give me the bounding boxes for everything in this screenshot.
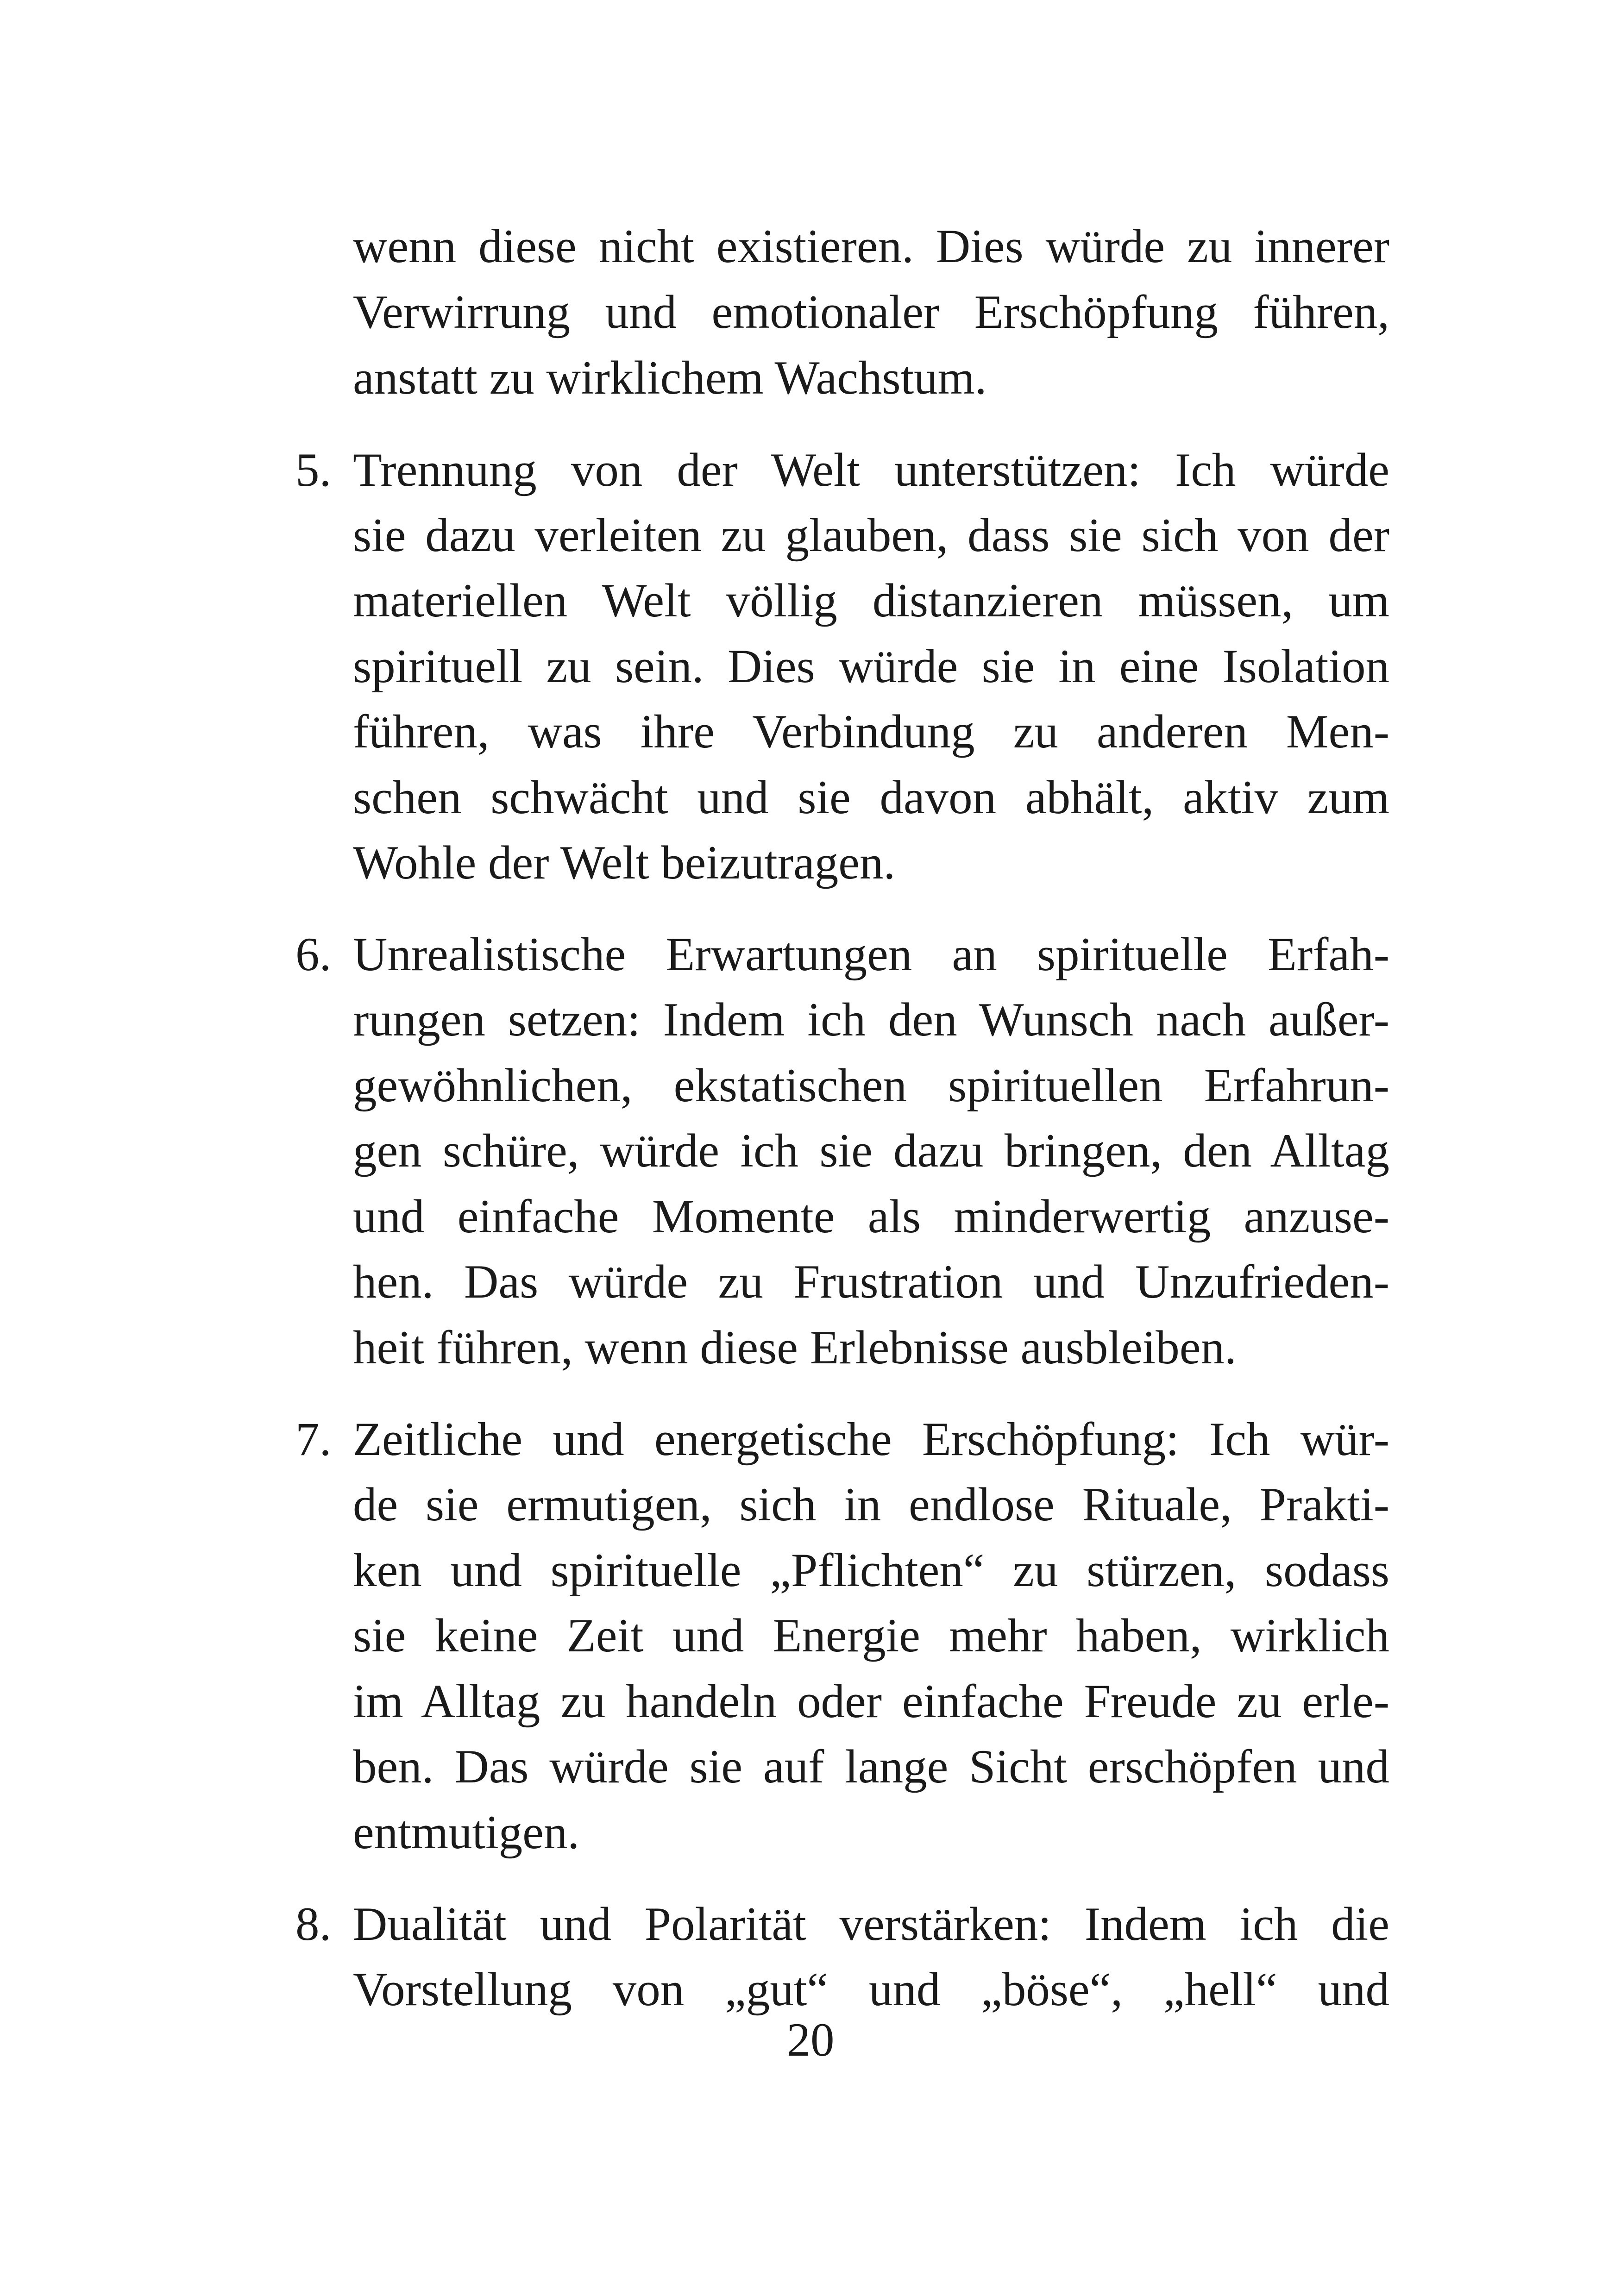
text-line [0, 345, 1621, 410]
list-item-number: 5. [295, 444, 332, 496]
text-line [0, 280, 1621, 345]
list-item-number: 6. [295, 928, 332, 981]
line-text: Verwirrung und emotionaler Erschöpfung führen, [353, 286, 1389, 339]
text-line [0, 1315, 1621, 1380]
line-text: gen schüre, würde ich sie dazu bringen, den Alltag [353, 1124, 1389, 1177]
line-text: führen, was ihre Verbindung zu anderen Men- [353, 705, 1389, 758]
line-text: gewöhnlichen, ekstatischen spirituellen Erfahrun- [353, 1059, 1389, 1112]
page-number: 20 [786, 2014, 835, 2066]
text-line [0, 1249, 1621, 1314]
text-line [0, 922, 1621, 987]
line-text: schen schwächt und sie davon abhält, aktiv zum [353, 771, 1389, 824]
text-line [0, 503, 1621, 568]
text-line [0, 765, 1621, 830]
line-text: hen. Das würde zu Frustration und Unzufrieden- [353, 1255, 1389, 1308]
list-item-number: 7. [295, 1413, 332, 1466]
text-line [0, 1669, 1621, 1734]
line-text: und einfache Momente als minderwertig anzuse- [353, 1190, 1389, 1243]
text-line [0, 699, 1621, 764]
line-text: rungen setzen: Indem ich den Wunsch nach außer- [353, 993, 1389, 1046]
text-line [0, 634, 1621, 699]
line-text: Dualität und Polarität verstärken: Indem ich die [353, 1898, 1389, 1951]
line-text: wenn diese nicht existieren. Dies würde zu innerer [353, 220, 1389, 273]
line-text: Trennung von der Welt unterstützen: Ich würde [353, 444, 1389, 496]
text-line [0, 987, 1621, 1052]
line-text: Vorstellung von „gut“ und „böse“, „hell“ und [353, 1963, 1389, 2016]
text-line [0, 1184, 1621, 1249]
text-line [0, 1407, 1621, 1472]
line-text: ken und spirituelle „Pflichten“ zu stürzen, sodass [353, 1544, 1389, 1597]
text-line [0, 1118, 1621, 1183]
text-line [0, 1472, 1621, 1537]
line-text: im Alltag zu handeln oder einfache Freude zu erle- [353, 1675, 1389, 1728]
line-text: anstatt zu wirklichem Wachstum. [353, 351, 987, 404]
list-item-number: 8. [295, 1898, 332, 1951]
line-text: Zeitliche und energetische Erschöpfung: Ich wür- [353, 1413, 1389, 1466]
text-line [0, 1800, 1621, 1865]
text-line [0, 1734, 1621, 1799]
line-text: entmutigen. [353, 1806, 580, 1859]
text-line [0, 830, 1621, 895]
text-line [0, 1892, 1621, 1957]
line-text: spirituell zu sein. Dies würde sie in eine Isolation [353, 640, 1389, 693]
line-text: ben. Das würde sie auf lange Sicht erschöpfen und [353, 1740, 1389, 1793]
text-line [0, 568, 1621, 633]
line-text: sie dazu verleiten zu glauben, dass sie sich von der [353, 509, 1389, 562]
line-text: materiellen Welt völlig distanzieren müssen, um [353, 574, 1389, 627]
text-line [0, 1603, 1621, 1668]
line-text: sie keine Zeit und Energie mehr haben, wirklich [353, 1609, 1389, 1662]
line-text: Wohle der Welt beizutragen. [353, 836, 896, 889]
line-text: de sie ermutigen, sich in endlose Rituale, Prakti- [353, 1478, 1389, 1531]
text-line [0, 1538, 1621, 1603]
line-text: Unrealistische Erwartungen an spirituelle Erfah- [353, 928, 1389, 981]
line-text: heit führen, wenn diese Erlebnisse ausbleiben. [353, 1321, 1237, 1374]
text-line [0, 1053, 1621, 1118]
text-line [0, 438, 1621, 502]
text-line [0, 214, 1621, 279]
